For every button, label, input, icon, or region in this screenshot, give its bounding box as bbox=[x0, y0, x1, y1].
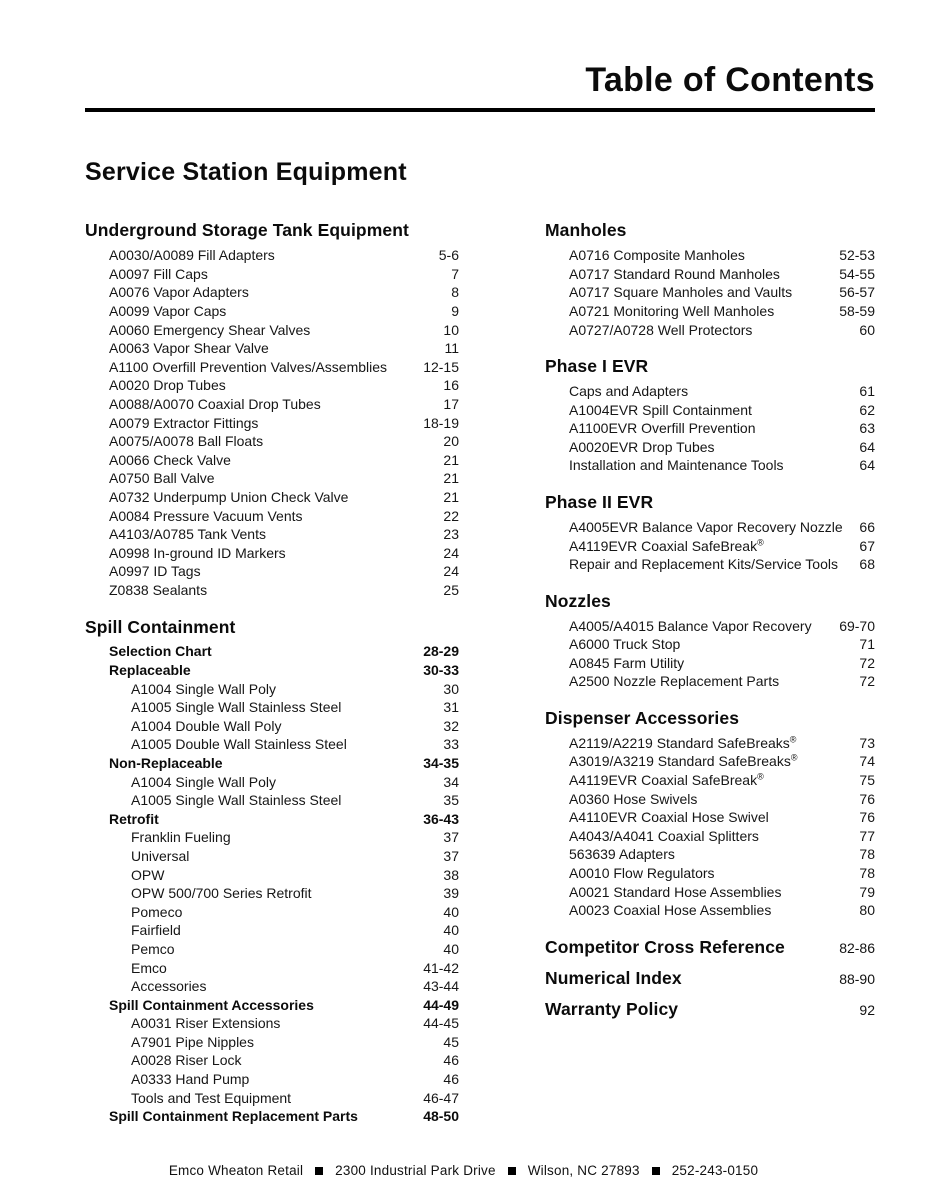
toc-entry bbox=[85, 488, 459, 507]
toc-columns bbox=[85, 220, 875, 1142]
toc-entry-pages: 17 bbox=[443, 396, 459, 413]
toc-entry-label: A0716 Composite Manholes bbox=[569, 247, 745, 264]
registered-trademark-symbol: ® bbox=[757, 771, 764, 782]
toc-entry-pages: 28-29 bbox=[423, 643, 459, 660]
section-heading-row bbox=[545, 220, 875, 242]
toc-entry-label: A0845 Farm Utility bbox=[569, 654, 685, 671]
toc-entry-pages: 21 bbox=[443, 488, 459, 505]
toc-entry-label: A7901 Pipe Nipples bbox=[131, 1033, 254, 1050]
toc-entry-pages: 60 bbox=[859, 321, 875, 338]
footer-segment: Emco Wheaton Retail bbox=[168, 1163, 304, 1178]
toc-entry-pages: 62 bbox=[859, 401, 875, 418]
toc-entry-pages: 46 bbox=[443, 1052, 459, 1069]
toc-entry bbox=[85, 828, 459, 847]
toc-entry bbox=[85, 791, 459, 810]
toc-entry bbox=[85, 642, 459, 661]
footer-separator-square bbox=[508, 1167, 516, 1175]
toc-entry-pages: 10 bbox=[443, 321, 459, 338]
toc-entry-pages: 61 bbox=[859, 383, 875, 400]
toc-entry-pages: 74 bbox=[859, 753, 875, 770]
toc-entry bbox=[545, 864, 875, 883]
toc-entry bbox=[85, 283, 459, 302]
toc-entry-label: A0066 Check Valve bbox=[109, 451, 231, 468]
toc-entry-pages: 39 bbox=[443, 885, 459, 902]
toc-entry-label: A0076 Vapor Adapters bbox=[109, 284, 249, 301]
toc-entry bbox=[85, 977, 459, 996]
toc-entry-pages: 45 bbox=[443, 1033, 459, 1050]
toc-entry-pages: 31 bbox=[443, 699, 459, 716]
toc-entry bbox=[85, 469, 459, 488]
toc-entry-pages: 75 bbox=[859, 772, 875, 789]
toc-entry-label: A4119EVR Coaxial SafeBreak® bbox=[569, 536, 764, 554]
section-heading: Spill Containment bbox=[85, 616, 236, 637]
toc-entry-label: OPW 500/700 Series Retrofit bbox=[131, 885, 312, 902]
toc-entry-label: A4005EVR Balance Vapor Recovery Nozzle bbox=[569, 518, 843, 535]
toc-entry-pages: 16 bbox=[443, 377, 459, 394]
right-column bbox=[545, 220, 875, 1142]
toc-entry bbox=[85, 414, 459, 433]
footer-separator-square bbox=[652, 1167, 660, 1175]
footer-segment: 252-243-0150 bbox=[671, 1163, 759, 1178]
toc-entry-label: A0333 Hand Pump bbox=[131, 1071, 250, 1088]
toc-entry bbox=[545, 537, 875, 556]
toc-entry-pages: 37 bbox=[443, 829, 459, 846]
toc-entry bbox=[545, 771, 875, 790]
toc-section bbox=[85, 220, 459, 599]
toc-entry-pages: 78 bbox=[859, 846, 875, 863]
toc-entry-label: A4043/A4041 Coaxial Splitters bbox=[569, 827, 759, 844]
toc-entry bbox=[85, 358, 459, 377]
toc-entry bbox=[545, 845, 875, 864]
toc-entry bbox=[545, 901, 875, 920]
toc-entry-label: A0060 Emergency Shear Valves bbox=[109, 321, 311, 338]
toc-section bbox=[545, 492, 875, 574]
toc-entry-label: Spill Containment Accessories bbox=[109, 996, 314, 1013]
toc-entry-label: Pemco bbox=[131, 940, 175, 957]
toc-entry-pages: 77 bbox=[859, 827, 875, 844]
toc-entry bbox=[545, 654, 875, 673]
toc-entry bbox=[545, 883, 875, 902]
toc-entry-pages: 9 bbox=[451, 303, 459, 320]
toc-entry bbox=[545, 555, 875, 574]
toc-entry-label: A0084 Pressure Vacuum Vents bbox=[109, 507, 303, 524]
toc-entry-pages: 24 bbox=[443, 544, 459, 561]
toc-entry-pages: 48-50 bbox=[423, 1108, 459, 1125]
toc-entry bbox=[545, 283, 875, 302]
toc-entry bbox=[85, 996, 459, 1015]
toc-entry-pages: 72 bbox=[859, 673, 875, 690]
toc-entry-label: OPW bbox=[131, 866, 165, 883]
toc-section bbox=[85, 617, 459, 1126]
section-heading-row bbox=[545, 708, 875, 730]
toc-entry-label: A0063 Vapor Shear Valve bbox=[109, 340, 269, 357]
toc-entry-pages: 20 bbox=[443, 433, 459, 450]
section-heading: Phase I EVR bbox=[545, 356, 649, 377]
toc-entry bbox=[545, 265, 875, 284]
toc-entry-pages: 67 bbox=[859, 537, 875, 554]
footer bbox=[0, 1163, 927, 1178]
toc-entry-label: A0997 ID Tags bbox=[109, 563, 201, 580]
toc-entry bbox=[85, 773, 459, 792]
toc-entry-pages: 68 bbox=[859, 556, 875, 573]
toc-entry bbox=[545, 401, 875, 420]
toc-entry bbox=[85, 1107, 459, 1126]
toc-entry-label: Installation and Maintenance Tools bbox=[569, 457, 784, 474]
toc-entry-pages: 78 bbox=[859, 865, 875, 882]
toc-entry-pages: 34-35 bbox=[423, 754, 459, 771]
footer-segment: Wilson, NC 27893 bbox=[527, 1163, 640, 1178]
toc-entry bbox=[85, 376, 459, 395]
registered-trademark-symbol: ® bbox=[790, 752, 798, 763]
section-page-range: 82-86 bbox=[839, 939, 875, 956]
toc-entry bbox=[545, 419, 875, 438]
toc-entry-label: A1004 Double Wall Poly bbox=[131, 717, 282, 734]
toc-entry-label: A1005 Single Wall Stainless Steel bbox=[131, 699, 342, 716]
section-heading-row bbox=[545, 937, 875, 959]
toc-entry bbox=[545, 518, 875, 537]
toc-entry bbox=[85, 265, 459, 284]
toc-entry bbox=[85, 1089, 459, 1108]
toc-entry bbox=[545, 617, 875, 636]
toc-entry bbox=[85, 1033, 459, 1052]
toc-entry-label: Z0838 Sealants bbox=[109, 581, 208, 598]
toc-entry-label: A1100EVR Overfill Prevention bbox=[569, 420, 756, 437]
toc-entry bbox=[85, 246, 459, 265]
section-heading-row bbox=[85, 617, 459, 639]
toc-entry-pages: 76 bbox=[859, 809, 875, 826]
toc-entry-pages: 21 bbox=[443, 470, 459, 487]
toc-entry bbox=[85, 921, 459, 940]
toc-entry-label: Franklin Fueling bbox=[131, 829, 231, 846]
toc-entry bbox=[545, 752, 875, 771]
toc-entry-label: A4110EVR Coaxial Hose Swivel bbox=[569, 809, 769, 826]
toc-entry-label: A0717 Square Manholes and Vaults bbox=[569, 284, 793, 301]
toc-entry bbox=[85, 1014, 459, 1033]
toc-entry-pages: 46 bbox=[443, 1071, 459, 1088]
toc-section bbox=[545, 937, 875, 959]
toc-entry-label: A2119/A2219 Standard SafeBreaks® bbox=[569, 734, 797, 751]
toc-entry-pages: 46-47 bbox=[423, 1089, 459, 1106]
toc-entry-pages: 64 bbox=[859, 438, 875, 455]
toc-entry-label: A1005 Double Wall Stainless Steel bbox=[131, 736, 347, 753]
toc-section bbox=[545, 591, 875, 691]
toc-entry-label: A0028 Riser Lock bbox=[131, 1052, 242, 1069]
toc-entry bbox=[85, 810, 459, 829]
toc-entry bbox=[545, 635, 875, 654]
section-heading-row bbox=[545, 591, 875, 613]
toc-entry-label: A4119EVR Coaxial SafeBreak® bbox=[569, 771, 764, 789]
toc-entry-label: A6000 Truck Stop bbox=[569, 636, 681, 653]
toc-entry-pages: 30-33 bbox=[423, 662, 459, 679]
toc-entry-label: A0020 Drop Tubes bbox=[109, 377, 226, 394]
toc-entry-pages: 41-42 bbox=[423, 959, 459, 976]
toc-entry-pages: 54-55 bbox=[839, 265, 875, 282]
toc-entry-pages: 37 bbox=[443, 847, 459, 864]
toc-entry-pages: 18-19 bbox=[423, 414, 459, 431]
toc-entry-label: A1004 Single Wall Poly bbox=[131, 773, 277, 790]
toc-entry-label: Non-Replaceable bbox=[109, 754, 223, 771]
toc-entry-pages: 5-6 bbox=[438, 247, 459, 264]
section-heading: Nozzles bbox=[545, 590, 611, 611]
toc-entry-pages: 72 bbox=[859, 654, 875, 671]
toc-entry-pages: 12-15 bbox=[423, 358, 459, 375]
toc-entry-pages: 66 bbox=[859, 518, 875, 535]
toc-entry-label: Universal bbox=[131, 847, 190, 864]
toc-entry-label: Repair and Replacement Kits/Service Tools bbox=[569, 556, 838, 573]
section-heading: Dispenser Accessories bbox=[545, 707, 740, 728]
toc-entry-pages: 35 bbox=[443, 792, 459, 809]
toc-entry bbox=[85, 562, 459, 581]
toc-entry-label: A3019/A3219 Standard SafeBreaks® bbox=[569, 752, 798, 770]
section-page-range: 88-90 bbox=[839, 970, 875, 987]
footer-separator-square bbox=[315, 1167, 323, 1175]
toc-entry-pages: 25 bbox=[443, 581, 459, 598]
toc-entry bbox=[545, 827, 875, 846]
toc-entry bbox=[85, 903, 459, 922]
toc-entry-label: A0097 Fill Caps bbox=[109, 265, 208, 282]
toc-entry bbox=[545, 672, 875, 691]
toc-entry-pages: 43-44 bbox=[423, 978, 459, 995]
section-heading: Competitor Cross Reference bbox=[545, 936, 785, 957]
toc-entry-pages: 30 bbox=[443, 680, 459, 697]
toc-entry-label: Fairfield bbox=[131, 922, 181, 939]
toc-section bbox=[545, 968, 875, 990]
toc-entry-label: Caps and Adapters bbox=[569, 383, 689, 400]
toc-entry-pages: 34 bbox=[443, 773, 459, 790]
toc-entry-label: A0998 In-ground ID Markers bbox=[109, 544, 286, 561]
toc-entry bbox=[85, 754, 459, 773]
toc-entry-pages: 63 bbox=[859, 420, 875, 437]
toc-entry-label: Tools and Test Equipment bbox=[131, 1089, 292, 1106]
toc-entry-label: A0732 Underpump Union Check Valve bbox=[109, 488, 349, 505]
toc-entry-label: A0717 Standard Round Manholes bbox=[569, 265, 780, 282]
toc-entry bbox=[545, 456, 875, 475]
registered-trademark-symbol: ® bbox=[757, 536, 764, 547]
toc-entry-label: A0020EVR Drop Tubes bbox=[569, 438, 715, 455]
toc-entry-label: A0750 Ball Valve bbox=[109, 470, 215, 487]
left-column bbox=[85, 220, 459, 1142]
section-heading-row bbox=[545, 999, 875, 1021]
toc-entry bbox=[85, 525, 459, 544]
toc-entry bbox=[85, 432, 459, 451]
toc-entry bbox=[85, 339, 459, 358]
section-heading: Warranty Policy bbox=[545, 998, 679, 1019]
toc-entry bbox=[85, 302, 459, 321]
toc-entry-pages: 69-70 bbox=[839, 617, 875, 634]
toc-entry bbox=[545, 808, 875, 827]
toc-entry bbox=[85, 321, 459, 340]
toc-entry-pages: 40 bbox=[443, 940, 459, 957]
footer-segment: 2300 Industrial Park Drive bbox=[335, 1163, 496, 1178]
toc-entry bbox=[545, 438, 875, 457]
toc-entry-pages: 58-59 bbox=[839, 303, 875, 320]
toc-entry-label: Selection Chart bbox=[109, 643, 212, 660]
toc-entry bbox=[85, 1070, 459, 1089]
toc-entry bbox=[85, 698, 459, 717]
toc-entry-pages: 24 bbox=[443, 563, 459, 580]
toc-entry-label: A0075/A0078 Ball Floats bbox=[109, 433, 264, 450]
toc-entry-pages: 64 bbox=[859, 457, 875, 474]
toc-entry-label: A0030/A0089 Fill Adapters bbox=[109, 247, 275, 264]
toc-entry-label: A1100 Overfill Prevention Valves/Assemblies bbox=[109, 358, 388, 375]
toc-entry-pages: 22 bbox=[443, 507, 459, 524]
toc-section bbox=[545, 356, 875, 475]
toc-entry-label: A4005/A4015 Balance Vapor Recovery bbox=[569, 617, 812, 634]
toc-entry-label: A4103/A0785 Tank Vents bbox=[109, 526, 266, 543]
toc-entry-pages: 36-43 bbox=[423, 810, 459, 827]
section-heading: Manholes bbox=[545, 220, 627, 241]
toc-entry-label: 563639 Adapters bbox=[569, 846, 675, 863]
section-heading-row bbox=[545, 968, 875, 990]
toc-entry bbox=[85, 544, 459, 563]
toc-entry-pages: 11 bbox=[444, 340, 459, 357]
toc-entry-label: A0031 Riser Extensions bbox=[131, 1015, 281, 1032]
toc-entry bbox=[545, 382, 875, 401]
toc-entry-pages: 44-45 bbox=[423, 1015, 459, 1032]
toc-entry-pages: 7 bbox=[451, 265, 459, 282]
toc-entry-pages: 44-49 bbox=[423, 996, 459, 1013]
registered-trademark-symbol: ® bbox=[789, 734, 797, 745]
toc-entry-pages: 73 bbox=[859, 734, 875, 751]
toc-entry bbox=[85, 866, 459, 885]
toc-entry-pages: 33 bbox=[443, 736, 459, 753]
section-heading-row bbox=[545, 492, 875, 514]
toc-entry-label: A0727/A0728 Well Protectors bbox=[569, 321, 753, 338]
page-title: Table of Contents bbox=[585, 61, 875, 99]
section-heading: Numerical Index bbox=[545, 967, 682, 988]
toc-entry-pages: 71 bbox=[859, 636, 875, 653]
toc-entry-pages: 40 bbox=[443, 903, 459, 920]
section-page-range: 92 bbox=[859, 1001, 875, 1018]
toc-section bbox=[545, 999, 875, 1021]
toc-section bbox=[545, 708, 875, 920]
toc-entry bbox=[85, 661, 459, 680]
toc-entry-label: Retrofit bbox=[109, 810, 159, 827]
toc-entry bbox=[85, 735, 459, 754]
toc-entry bbox=[545, 302, 875, 321]
toc-entry-pages: 38 bbox=[443, 866, 459, 883]
toc-entry-label: Accessories bbox=[131, 978, 207, 995]
toc-entry-label: A2500 Nozzle Replacement Parts bbox=[569, 673, 780, 690]
toc-entry-label: A0360 Hose Swivels bbox=[569, 790, 698, 807]
toc-entry-pages: 80 bbox=[859, 902, 875, 919]
toc-entry bbox=[85, 717, 459, 736]
toc-entry-label: A1004 Single Wall Poly bbox=[131, 680, 277, 697]
toc-entry-label: Spill Containment Replacement Parts bbox=[109, 1108, 358, 1125]
toc-entry-label: A0079 Extractor Fittings bbox=[109, 414, 259, 431]
toc-entry bbox=[85, 395, 459, 414]
toc-entry-label: Pomeco bbox=[131, 903, 183, 920]
toc-entry-pages: 52-53 bbox=[839, 247, 875, 264]
toc-entry-pages: 76 bbox=[859, 790, 875, 807]
toc-entry-label: A0010 Flow Regulators bbox=[569, 865, 715, 882]
toc-entry bbox=[545, 734, 875, 753]
toc-entry bbox=[85, 680, 459, 699]
toc-entry bbox=[545, 321, 875, 340]
toc-entry bbox=[545, 790, 875, 809]
toc-section bbox=[545, 220, 875, 339]
toc-entry bbox=[545, 246, 875, 265]
section-heading: Underground Storage Tank Equipment bbox=[85, 220, 409, 241]
section-heading-row bbox=[85, 220, 459, 242]
toc-entry bbox=[85, 581, 459, 600]
toc-entry-label: A0721 Monitoring Well Manholes bbox=[569, 303, 775, 320]
toc-entry bbox=[85, 959, 459, 978]
toc-entry-pages: 56-57 bbox=[839, 284, 875, 301]
main-heading: Service Station Equipment bbox=[85, 158, 407, 187]
toc-entry-label: A0023 Coaxial Hose Assemblies bbox=[569, 902, 772, 919]
toc-entry bbox=[85, 507, 459, 526]
toc-entry-pages: 23 bbox=[443, 526, 459, 543]
toc-entry bbox=[85, 884, 459, 903]
section-heading-row bbox=[545, 356, 875, 378]
toc-entry-label: Emco bbox=[131, 959, 167, 976]
toc-entry-label: A0021 Standard Hose Assemblies bbox=[569, 883, 782, 900]
toc-entry-pages: 79 bbox=[859, 883, 875, 900]
toc-entry-label: A1005 Single Wall Stainless Steel bbox=[131, 792, 342, 809]
toc-entry bbox=[85, 847, 459, 866]
toc-entry-label: A0099 Vapor Caps bbox=[109, 303, 227, 320]
toc-entry-label: Replaceable bbox=[109, 662, 191, 679]
toc-entry-pages: 21 bbox=[443, 451, 459, 468]
toc-entry bbox=[85, 940, 459, 959]
toc-entry-pages: 32 bbox=[443, 717, 459, 734]
toc-entry-label: A0088/A0070 Coaxial Drop Tubes bbox=[109, 396, 321, 413]
toc-entry bbox=[85, 1051, 459, 1070]
title-rule bbox=[85, 108, 875, 112]
toc-entry-label: A1004EVR Spill Containment bbox=[569, 401, 752, 418]
toc-entry-pages: 8 bbox=[451, 284, 459, 301]
section-heading: Phase II EVR bbox=[545, 492, 654, 513]
toc-entry-pages: 40 bbox=[443, 922, 459, 939]
toc-entry bbox=[85, 451, 459, 470]
